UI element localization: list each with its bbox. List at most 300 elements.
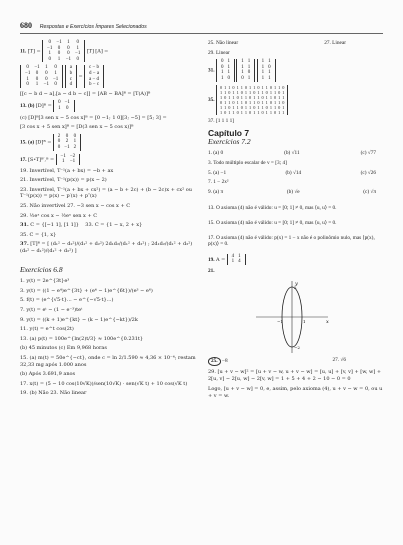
matrix-cell: 1	[268, 75, 271, 81]
answer-number: 19.	[208, 256, 215, 263]
section-heading: Exercícios 7.2	[208, 136, 251, 146]
answer-37: 37. [1 1 1 1]	[208, 117, 235, 124]
matrix-cell: 1	[67, 40, 70, 45]
matrix-cell: 0	[57, 139, 61, 145]
grid-cell: 1	[232, 104, 235, 110]
answer-item: 7. y(t) = eᵗ − (1 − e⁻³)teᵗ	[20, 307, 83, 313]
matrix-cell: 1	[61, 159, 65, 165]
grid-cell: 0	[219, 84, 223, 90]
grid-cell: 1	[253, 94, 256, 100]
answer-item: (b) Após 3.691,9 anos	[20, 371, 76, 378]
matrix-cell: 0	[48, 40, 51, 45]
grid-cell: 0	[278, 104, 281, 110]
matrix	[53, 134, 81, 151]
chapter-heading: Capítulo 7	[208, 128, 250, 139]
math-text: [T]	[86, 48, 94, 55]
answer-item: 21. Invertível, T⁻¹(p(x)) = p(x − 2)	[20, 177, 107, 184]
tick-label: 2	[294, 285, 297, 291]
grid-cell: 1	[257, 89, 260, 95]
matrix-cell: 1	[73, 139, 77, 145]
matrix-16x16	[216, 85, 289, 115]
grid-cell: 0	[278, 89, 281, 95]
answer-29-ch7: 29. [u + v − w]² = [u + v − w, u + v − w] = [u, u] + [v, v] + [w, w] + 2[u, v] − 2[u, w] − 2[v, w] = 1 + 5 + 4 + 2 − 10 − 0 = 0	[208, 369, 382, 382]
matrix-cell: 0	[35, 76, 39, 82]
grid-cell: 1	[261, 84, 264, 90]
answer-item: 13. (a) p(t) = 100e^{ln(2)t/3} ≈ 100e^{0.231t}	[20, 335, 144, 342]
matrix-cell: 0	[247, 70, 251, 76]
math-text: 33. C = {1 − x, 2 + x}	[85, 222, 143, 229]
grid-cell: 1	[244, 104, 248, 110]
matrix-cell: 1	[35, 82, 39, 88]
answer-7-2-21	[208, 268, 386, 275]
matrix-cell: 0	[35, 70, 39, 76]
answer-29-conclusion: Logo, [u + v − w] = 0, e, assim, pelo axioma (4), u + v − w = 0, ou u + v = w.	[208, 386, 383, 399]
answer-7-2-19	[208, 254, 386, 265]
math-text: A =	[215, 256, 226, 263]
answer-item: (b) 45 minutos (c) Em 9,968 horas	[20, 345, 107, 352]
math-text: [A]	[95, 48, 103, 55]
left-column	[20, 40, 200, 400]
matrix-cell: 1	[26, 76, 29, 82]
answer-item: (c) √77	[360, 150, 376, 157]
answer-7-2-17: 17. O axioma (4) não é válido: p(x) = 1 − x não é o polinômio nulo, mas ⟨p(x), p(x)⟩ = 0.	[208, 234, 375, 248]
matrix-cell: −1	[47, 45, 53, 51]
answer-item: 17. x(t) = (5 − 10 cos(10√K))/sen(10√K) · sen(√K t) + 10 cos(√K t)	[20, 380, 188, 387]
answer-7-2-1	[208, 150, 386, 157]
grid-cell: 0	[244, 84, 248, 90]
answer-17	[20, 154, 200, 165]
answer-number: 17.	[20, 156, 27, 163]
vector	[65, 65, 78, 87]
matrix-cell: 0	[58, 100, 61, 106]
math-text: [T]	[27, 48, 35, 55]
grid-cell: 1	[249, 89, 252, 95]
answer-item: 27. Linear	[324, 40, 346, 46]
grid-cell: 0	[253, 104, 256, 110]
answer-number: 35.	[208, 96, 215, 103]
matrix-cell: 1	[261, 59, 265, 65]
grid-cell: 1	[273, 89, 277, 95]
matrix-cell: 1	[227, 70, 230, 76]
grid-cell: 1	[236, 84, 239, 90]
answer-31-33	[20, 222, 200, 229]
answer-item: 27. √6	[332, 357, 346, 364]
grid-cell: 1	[228, 84, 231, 90]
matrix-cell: c	[69, 76, 72, 82]
matrix-cell: −1	[65, 56, 72, 62]
answer-11-line: 0 −1 1 0 −1 0 0 1 1 0 0 −1 0 1 −1 0 a b c d = c − b d − a a − d b − c	[20, 65, 200, 87]
answer-37	[20, 241, 200, 254]
answers-25-27	[208, 40, 386, 47]
grid-cell: 1	[282, 104, 285, 110]
answer-item: 11. y(t) = e^t cos(2t)	[20, 326, 74, 333]
grid-cell: 0	[282, 84, 285, 90]
answer-item: 3. y(t) = ((1 − e⁴)e^{3t} + (e⁴ − 1)e^{6t})/(e³ − e⁶)	[20, 287, 153, 294]
matrix-cell: 1	[227, 59, 230, 65]
answer-7-2-5	[208, 170, 386, 177]
grid-cell: 1	[253, 109, 256, 115]
answer-number: 11.	[20, 48, 27, 55]
grid-cell: 0	[224, 94, 227, 100]
matrix-cell: a − d	[89, 76, 100, 82]
grid-cell: 1	[224, 89, 227, 95]
ellipse-plot	[252, 277, 332, 357]
matrix-cell: 1	[220, 75, 224, 81]
grid-cell: 0	[261, 109, 264, 115]
matrix-cell: 2	[57, 133, 61, 139]
matrix-cell: 0	[76, 56, 79, 62]
matrix-table	[56, 100, 72, 111]
grid-cell: 1	[282, 94, 285, 100]
grid-cell: 1	[269, 104, 272, 110]
grid-cell: 0	[236, 109, 239, 115]
grid-cell: 1	[244, 94, 248, 100]
grid-cell: 0	[269, 84, 272, 90]
grid-cell: 0	[240, 89, 243, 95]
grid-cell: 1	[273, 84, 277, 90]
matrix-cell: 0	[73, 133, 77, 139]
grid-cell: 0	[265, 104, 268, 110]
matrix-cell: 0	[66, 105, 69, 111]
grid-cell: 1	[224, 104, 227, 110]
answer-29: 29. Linear	[208, 49, 230, 56]
matrix-cell: 1	[268, 70, 271, 76]
matrix-cell: 0	[67, 45, 70, 51]
answer-13c: (c) [D]ᴮ[3 sen x − 5 cos x]ᴮ = [0 −1; 1 0][3; −5] = [5; 3] =	[20, 114, 167, 121]
matrix-cell: −1	[34, 65, 40, 71]
grid-cell: 0	[257, 99, 260, 105]
grid-cell: 1	[278, 84, 281, 90]
grid-cell: 0	[232, 99, 235, 105]
page-number: 680	[20, 21, 32, 30]
matrix-cell: d	[69, 82, 73, 88]
answer-number: 31.	[208, 67, 215, 74]
matrix-cell: 4	[231, 253, 235, 259]
answer-item: 9. (a) π	[208, 188, 224, 195]
answer-item: (c) √26	[360, 169, 376, 176]
grid-cell: 1	[228, 109, 231, 115]
vector	[84, 65, 104, 87]
matrix-cell: 0	[220, 59, 224, 65]
matrix-cell: −1	[43, 82, 49, 88]
matrix-table	[68, 65, 75, 87]
matrix-table	[87, 65, 101, 87]
math-text: [D]ᴮ =	[35, 139, 52, 146]
matrix	[236, 59, 255, 81]
grid-cell: 1	[240, 94, 243, 100]
matrix-cell: −1	[69, 159, 76, 165]
grid-cell: 1	[253, 99, 256, 105]
grid-cell: 1	[219, 109, 223, 115]
answer-item: (c) √π	[363, 188, 376, 195]
grid-cell: 1	[261, 104, 264, 110]
matrix-cell: 1	[58, 105, 61, 111]
answer-11	[20, 40, 200, 62]
matrix-cell: 0	[26, 82, 29, 88]
grid-cell: 1	[240, 109, 243, 115]
answer-number-circled: 25.	[208, 357, 221, 366]
answer-value: −8	[221, 358, 228, 365]
answer-7-2-15: 15. O axioma (4) não é válido: u = [0; 1] ≠ 0, mas ⟨u, u⟩ = 0.	[208, 219, 337, 226]
answer-item: 9. y(t) = ((k + 1)e^{kt} − (k − 1)e^{−kt})/2k	[20, 316, 138, 323]
answer-31	[208, 59, 386, 81]
grid-cell: 1	[249, 104, 252, 110]
grid-cell: 0	[244, 99, 248, 105]
grid-cell: 0	[269, 99, 272, 105]
page-header	[20, 21, 383, 31]
matrix-cell: 1	[241, 64, 244, 70]
grid-cell: 0	[282, 99, 285, 105]
answer-13b	[20, 100, 200, 111]
answer-item: 19. Invertível, T⁻¹(a + bx) = −b + ax	[20, 167, 114, 174]
matrix-cell: a	[69, 65, 72, 71]
grid-cell: 1	[232, 89, 235, 95]
matrix-table	[239, 59, 252, 81]
answer-number: 21.	[208, 267, 215, 274]
grid-cell: 0	[228, 89, 231, 95]
x-axis-label: x	[326, 319, 329, 326]
answer-25	[208, 357, 228, 366]
answer-7-2-9	[208, 189, 386, 196]
grid-cell: 1	[249, 99, 252, 105]
right-column	[208, 40, 386, 402]
math-text: C = {[−1 1], [1 1]}	[30, 222, 79, 229]
answers-25-27-ch7	[208, 357, 386, 366]
grid-cell: 1	[219, 104, 223, 110]
grid-cell: 1	[236, 89, 239, 95]
grid-cell: 1	[261, 99, 264, 105]
matrix-cell: 0	[268, 64, 271, 70]
answer-item: 1. (a) 0	[208, 150, 224, 157]
matrix-cell: 0	[57, 144, 61, 150]
grid-cell: 1	[232, 109, 235, 115]
answer-7-2-3: 3. Todo múltiplo escalar de v = [3; 4]	[208, 159, 287, 166]
math-text: [S∘T]ᴮ′,ᴮ =	[27, 156, 55, 163]
ellipse-graph	[252, 277, 332, 357]
grid-cell: 0	[249, 94, 252, 100]
matrix-cell: 0	[57, 45, 61, 51]
grid-cell: 1	[228, 94, 231, 100]
grid-cell: 1	[269, 94, 272, 100]
matrix-cell: 0	[45, 76, 48, 82]
grid-cell: 1	[265, 84, 268, 90]
matrix-cell: 1	[241, 59, 244, 65]
matrix-cell: 0	[45, 70, 48, 76]
matrix	[56, 154, 81, 165]
matrix-cell: 2	[73, 144, 77, 150]
grid-cell: 1	[240, 84, 243, 90]
matrix	[216, 59, 235, 81]
matrix-cell: 1	[76, 45, 79, 51]
matrix-table	[219, 59, 232, 81]
matrix-cell: −1	[56, 40, 62, 45]
matrix-cell: 1	[241, 70, 244, 76]
matrix-cell: 1	[231, 259, 235, 265]
matrix-cell: 2	[65, 139, 69, 145]
answer-item: 29. ½eˣ cos x − ½eˣ sen x + C	[20, 212, 98, 219]
matrix-cell: −1	[75, 51, 81, 57]
math-text: [D]ᴮ =	[35, 103, 52, 110]
answer-35: 35. C = {1, x}	[20, 231, 57, 238]
matrix-cell: 1	[238, 253, 241, 259]
matrix-cell: 0	[54, 82, 57, 88]
grid-cell: 1	[244, 89, 248, 95]
answer-11-line2: [[c − b d − a],[a − d b − c]] = [AB − BA]ᴮ = [T(A)]ᴮ	[20, 90, 151, 97]
grid-cell: 1	[249, 84, 252, 90]
grid-cell: 1	[257, 109, 260, 115]
matrix-cell: 0	[76, 40, 79, 45]
matrix-table	[56, 134, 78, 151]
answer-number: 37.	[20, 241, 29, 248]
matrix-cell: 1	[268, 59, 271, 65]
matrix-cell: 0	[67, 51, 70, 57]
grid-cell: 0	[232, 84, 235, 90]
grid-cell: 1	[282, 109, 285, 115]
answer-13c-2: [3 cos x + 5 sen x]ᴮ = [D(3 sen x − 5 cos x)]ᴮ	[20, 124, 134, 131]
answer-item: 25. Não invertível 27. −3 sen x − cos x + C	[20, 203, 131, 210]
grid-cell: 1	[282, 89, 285, 95]
grid-cell: 0	[261, 94, 264, 100]
answer-item: (b) √e	[286, 188, 300, 195]
grid-cell: 0	[236, 94, 239, 100]
header-rule	[20, 33, 383, 34]
grid-cell: 1	[219, 94, 223, 100]
matrix-cell: −1	[52, 76, 59, 82]
answer-7-2-7: 7. 1 − 2x²	[208, 179, 229, 186]
matrix	[227, 254, 246, 265]
matrix-cell: 0	[54, 65, 57, 71]
matrix-cell: 1	[220, 70, 224, 76]
matrix-cell: −1	[64, 100, 70, 106]
grid-cell: 1	[257, 104, 260, 110]
matrix-cell: b	[69, 70, 73, 76]
answer-item: 15. (a) m(t) = 50e^{−ct}, onde c = ln 2/1.590 ≈ 4,36 × 10⁻⁴; restam 32,33 mg após 1.000 anos	[20, 354, 196, 368]
grid-cell: 1	[265, 94, 268, 100]
grid-cell: 1	[265, 109, 268, 115]
grid-cell: 1	[278, 94, 281, 100]
tick-label: −1	[277, 319, 283, 325]
matrix-cell: b − c	[89, 82, 100, 88]
matrix-cell: 0	[57, 51, 61, 57]
matrix-table	[59, 154, 78, 165]
matrix-cell: 1	[48, 51, 51, 57]
answer-item: (b) √14	[285, 169, 302, 176]
grid-cell: 1	[224, 99, 227, 105]
grid-cell: 1	[265, 99, 268, 105]
binary-grid	[219, 85, 286, 115]
matrix-cell: 0	[26, 65, 29, 71]
grid-cell: 1	[273, 99, 277, 105]
grid-cell: 1	[236, 99, 239, 105]
grid-cell: 0	[240, 104, 243, 110]
grid-cell: 0	[253, 89, 256, 95]
answer-item: 23. Invertível, T⁻¹(a + bx + cx²) = (a − b + 2c) + (b − 2c)x + cx² ou T⁻¹(p(x)) = p(x) − p′(x) + p″(x)	[20, 186, 192, 200]
matrix-cell: −2	[69, 153, 76, 159]
math-text: =	[36, 48, 41, 55]
grid-cell: 0	[265, 89, 268, 95]
grid-cell: 0	[219, 99, 223, 105]
matrix-cell: 1	[247, 64, 251, 70]
matrix-table	[230, 254, 243, 265]
matrix	[20, 65, 63, 87]
matrix-cell: −1	[64, 144, 70, 150]
answer-item: 1. y(t) = 2e^{3t}e³	[20, 278, 70, 285]
matrix-cell: c − b	[89, 65, 100, 71]
matrix-cell: 1	[45, 65, 48, 71]
answer-item: 25. Não linear	[208, 40, 239, 46]
answer-35	[208, 85, 386, 115]
grid-cell: 1	[269, 89, 272, 95]
grid-cell: 0	[228, 104, 231, 110]
answer-number: 31.	[20, 222, 29, 229]
section-heading: Exercícios 6.8	[20, 264, 63, 274]
matrix-cell: 1	[54, 70, 57, 76]
matrix	[42, 40, 85, 62]
matrix-cell: −1	[60, 153, 66, 159]
math-text: =	[104, 48, 109, 55]
grid-cell: 1	[232, 94, 235, 100]
answer-item: 19. (b) Não 23. Não linear	[20, 390, 87, 397]
answer-7-2-13: 13. O axioma (4) não é válido: u = [0; 1] ≠ 0, mas ⟨u, u⟩ = 0.	[208, 205, 337, 212]
matrix-table	[45, 40, 82, 62]
grid-cell: 0	[224, 109, 227, 115]
answer-item: 5. (a) −1	[208, 169, 227, 176]
matrix-table	[23, 65, 60, 87]
matrix-cell: 1	[261, 70, 265, 76]
matrix	[53, 100, 75, 111]
grid-cell: 1	[253, 84, 256, 90]
matrix-cell: −1	[25, 70, 31, 76]
matrix-cell: 1	[57, 56, 61, 62]
grid-cell: 1	[219, 89, 223, 95]
grid-cell: 1	[244, 109, 248, 115]
grid-cell: 0	[249, 109, 252, 115]
grid-cell: 1	[278, 109, 281, 115]
grid-cell: 1	[228, 99, 231, 105]
matrix-cell: 0	[48, 56, 51, 62]
grid-cell: 1	[269, 109, 272, 115]
grid-cell: 0	[257, 84, 260, 90]
matrix-cell: 1	[247, 59, 251, 65]
answer-item: 5. f(t) = (e^{√5·t}... − e^{−√5·t}...)	[20, 297, 114, 304]
matrix-cell: 0	[241, 75, 244, 81]
matrix	[257, 59, 276, 81]
answer-number: 13. (b)	[20, 103, 35, 110]
matrix-cell: 1	[247, 75, 251, 81]
matrix-cell: 1	[261, 75, 265, 81]
tick-label: 1	[303, 319, 306, 325]
grid-cell: 1	[273, 104, 277, 110]
matrix-cell: d − a	[89, 70, 100, 76]
matrix-cell: 1	[261, 64, 265, 70]
grid-cell: 1	[236, 104, 239, 110]
running-title: Respostas e Exercícios Ímpares Selecionados	[39, 24, 147, 30]
matrix-table	[260, 59, 273, 81]
grid-cell: 1	[257, 94, 260, 100]
grid-cell: 1	[224, 84, 227, 90]
grid-cell: 0	[273, 109, 277, 115]
matrix-cell: 0	[65, 133, 69, 139]
grid-cell: 0	[273, 94, 277, 100]
grid-cell: 1	[261, 89, 264, 95]
grid-cell: 1	[278, 99, 281, 105]
y-axis-label: y	[295, 281, 298, 288]
matrix-cell: 0	[220, 64, 224, 70]
answers-19-29	[20, 168, 200, 220]
matrix-cell: 4	[238, 259, 241, 265]
answer-number: 15. (a)	[20, 139, 35, 146]
grid-cell: 1	[240, 99, 243, 105]
